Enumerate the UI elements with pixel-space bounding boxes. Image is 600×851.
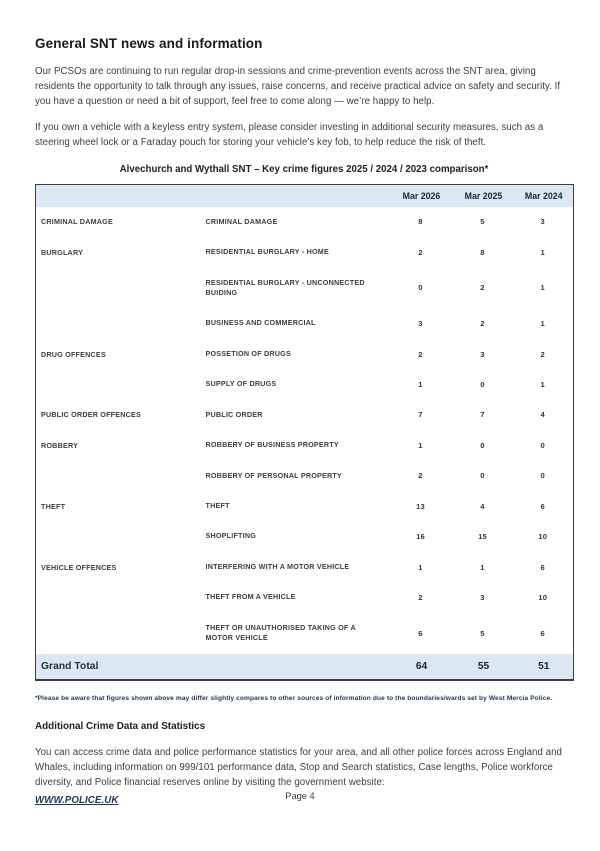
subcategory-cell: ROBBERY OF BUSINESS PROPERTY [205,440,339,450]
crime-table-footer [36,654,574,680]
table-footnote: *Please be aware that figures shown above may differ slightly compares to other sources of information due to the boundaries/wards set by West Mercia Police. [35,694,553,702]
table-row [36,430,574,460]
crime-table-title: Alvechurch and Wythall SNT – Key crime figures 2025 / 2024 / 2023 comparison* [119,164,489,176]
category-cell [36,582,206,612]
category-cell: CRIMINAL DAMAGE [41,217,113,227]
table-row [36,207,574,237]
table-row [36,491,574,521]
value-cell: 0 [480,440,485,450]
category-cell: PUBLIC ORDER OFFENCES [41,410,142,420]
value-cell: 16 [416,532,425,542]
value-cell: 10 [538,593,548,603]
value-cell: 3 [418,319,423,329]
category-cell [36,308,206,338]
subcategory-cell: INTERFERING WITH A MOTOR VEHICLE [205,561,350,571]
value-cell: 0 [480,471,485,481]
category-cell: BURGLARY [41,247,84,257]
table-row [36,582,574,612]
value-cell: 8 [480,247,485,257]
table-row [36,339,574,369]
value-cell: 0 [540,471,545,481]
subcategory-cell: THEFT OR UNAUTHORISED TAKING OF A MOTOR VEHICLE [205,622,356,643]
grand-total-label: Grand Total [36,654,391,680]
value-cell: 2 [418,593,423,603]
subcategory-cell: SUPPLY OF DRUGS [205,379,277,389]
category-cell: DRUG OFFENCES [41,349,106,359]
value-cell: 1 [418,380,423,389]
subcategory-cell: THEFT [205,501,230,511]
value-cell: 6 [540,562,545,572]
grand-total-row [36,654,574,680]
value-cell: 2 [540,349,545,359]
value-cell: 15 [478,532,487,542]
subcategory-cell: RESIDENTIAL BURGLARY - HOME [205,247,329,257]
value-cell: 6 [540,501,545,511]
table-row [36,369,574,399]
value-cell: 10 [538,532,548,542]
value-cell: 2 [418,471,423,481]
value-cell: 6 [540,628,545,638]
additional-data-paragraph: You can access crime data and police performance statistics for your area, and all other police forces across England and Whales, including information on 999/101 performance data, Stop and Search statistics, Case lengths, Police workforce diversity, and Police financial reserves online by visiting the government website: [35,747,562,789]
category-cell [36,613,206,654]
page-number: Page 4 [285,791,315,801]
category-cell [36,369,206,399]
subcategory-cell: PUBLIC ORDER [205,409,263,419]
value-cell: 1 [540,319,545,329]
value-cell: 0 [418,283,423,293]
value-cell: 6 [418,628,423,638]
table-row [36,552,574,582]
value-cell: 13 [416,501,425,511]
crime-table-body [36,207,574,654]
subcategory-cell: THEFT FROM A VEHICLE [205,592,296,602]
category-cell [36,461,206,491]
category-cell: THEFT [41,501,66,511]
value-cell: 2 [418,247,423,257]
table-row [36,521,574,551]
category-cell [36,521,206,551]
value-cell: 3 [480,593,485,603]
value-cell: 1 [540,283,545,293]
crime-figures-table [35,184,574,681]
value-cell: 7 [418,410,423,420]
value-cell: 4 [540,410,545,420]
value-cell: 0 [480,380,485,389]
value-cell: 1 [540,247,545,257]
column-header-mar-2024: Mar 2024 [515,185,574,207]
grand-total-value: 51 [515,654,574,680]
table-row [36,237,574,267]
subcategory-cell: CRIMINAL DAMAGE [205,216,278,226]
value-cell: 2 [418,349,423,359]
grand-total-value: 64 [391,654,453,680]
category-cell: ROBBERY [41,440,79,450]
page-title: General SNT news and information [35,36,263,51]
table-row [36,461,574,491]
value-cell: 1 [418,440,423,450]
header-row [36,185,574,207]
value-cell: 7 [480,410,485,420]
value-cell: 1 [480,562,485,572]
table-row [36,613,574,654]
table-row [36,308,574,338]
category-cell [36,268,206,309]
header-spacer-cell [36,185,391,207]
police-uk-link[interactable]: WWW.POLICE.UK [35,795,119,807]
column-header-mar-2025: Mar 2025 [453,185,515,207]
table-row [36,400,574,430]
value-cell: 0 [540,440,545,450]
value-cell: 5 [480,628,485,638]
intro-paragraph-1: Our PCSOs are continuing to run regular drop-in sessions and crime-prevention events across the SNT area, giving residents the opportunity to talk through any issues, raise concerns, and receive practical advice on safety and security. If you have a question or need a bit of support, feel free to come along — we’re happy to help. [35,66,561,108]
value-cell: 3 [480,349,485,359]
table-row [36,268,574,309]
grand-total-value: 55 [453,654,515,680]
value-cell: 5 [480,217,485,227]
subcategory-cell: RESIDENTIAL BURGLARY - UNCONNECTED BUIDING [205,277,365,297]
value-cell: 3 [540,217,545,227]
subcategory-cell: POSSETION OF DRUGS [205,348,291,358]
intro-paragraph-2: If you own a vehicle with a keyless entry system, please consider investing in additional security measures, such as a steering wheel lock or a Faraday pouch for storing your vehicle’s key fob, to help reduce the risk of theft. [35,122,544,149]
value-cell: 1 [418,562,423,572]
value-cell: 2 [480,283,485,293]
subcategory-cell: BUSINESS AND COMMERCIAL [205,318,316,328]
value-cell: 8 [418,217,423,227]
category-cell: VEHICLE OFFENCES [41,562,117,572]
subcategory-cell: SHOPLIFTING [205,531,257,541]
section-heading-additional-crime-data: Additional Crime Data and Statistics [35,721,206,733]
column-header-mar-2026: Mar 2026 [391,185,453,207]
value-cell: 1 [540,380,545,389]
crime-table-header [36,185,574,207]
value-cell: 4 [480,501,485,511]
subcategory-cell: ROBBERY OF PERSONAL PROPERTY [205,470,342,480]
value-cell: 2 [480,319,485,329]
